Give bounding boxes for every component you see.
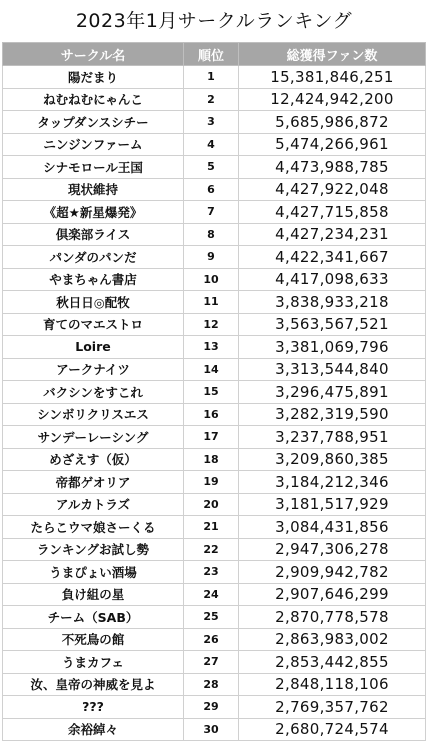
fan-count-cell: 12,424,942,200 bbox=[239, 88, 426, 111]
fan-count-cell: 3,184,212,346 bbox=[239, 471, 426, 494]
rank-cell: 9 bbox=[184, 246, 239, 269]
table-row bbox=[3, 673, 426, 696]
rank-cell: 5 bbox=[184, 156, 239, 179]
circle-name-cell: アークナイツ bbox=[3, 358, 184, 381]
circle-name-cell: うまぴょい酒場 bbox=[3, 561, 184, 584]
table-row bbox=[3, 448, 426, 471]
fan-count-cell: 2,769,357,762 bbox=[239, 696, 426, 719]
circle-name-cell: うまカフェ bbox=[3, 651, 184, 674]
table-row bbox=[3, 133, 426, 156]
rank-cell: 4 bbox=[184, 133, 239, 156]
table-row bbox=[3, 268, 426, 291]
fan-count-cell: 5,685,986,872 bbox=[239, 111, 426, 134]
rank-cell: 27 bbox=[184, 651, 239, 674]
rank-cell: 1 bbox=[184, 66, 239, 89]
circle-name-cell: アルカトラズ bbox=[3, 493, 184, 516]
circle-name-cell: 育てのマエストロ bbox=[3, 313, 184, 336]
ranking-table bbox=[2, 42, 426, 741]
fan-count-cell: 4,422,341,667 bbox=[239, 246, 426, 269]
page-title: 2023年1月サークルランキング bbox=[75, 10, 353, 32]
fan-count-cell: 3,563,567,521 bbox=[239, 313, 426, 336]
fan-count-cell: 2,853,442,855 bbox=[239, 651, 426, 674]
rank-cell: 21 bbox=[184, 516, 239, 539]
rank-cell: 29 bbox=[184, 696, 239, 719]
circle-name-cell: シンボリクリスエス bbox=[3, 403, 184, 426]
fan-count-cell: 3,282,319,590 bbox=[239, 403, 426, 426]
rank-cell: 3 bbox=[184, 111, 239, 134]
fan-count-cell: 3,209,860,385 bbox=[239, 448, 426, 471]
table-row bbox=[3, 696, 426, 719]
rank-cell: 18 bbox=[184, 448, 239, 471]
rank-cell: 19 bbox=[184, 471, 239, 494]
fan-count-cell: 2,680,724,574 bbox=[239, 718, 426, 741]
fan-count-cell: 2,863,983,002 bbox=[239, 628, 426, 651]
table-row bbox=[3, 628, 426, 651]
circle-name-cell: 負け組の星 bbox=[3, 583, 184, 606]
circle-name-cell: やまちゃん書店 bbox=[3, 268, 184, 291]
circle-name-cell: ??? bbox=[3, 696, 184, 719]
circle-name-cell: チーム（SAB） bbox=[3, 606, 184, 629]
fan-count-cell: 3,237,788,951 bbox=[239, 426, 426, 449]
table-row bbox=[3, 156, 426, 179]
fan-count-cell: 3,381,069,796 bbox=[239, 336, 426, 359]
circle-name-cell: シナモロール王国 bbox=[3, 156, 184, 179]
header-row bbox=[3, 43, 426, 66]
fan-count-cell: 2,848,118,106 bbox=[239, 673, 426, 696]
circle-name-cell: バクシンをすこれ bbox=[3, 381, 184, 404]
table-row bbox=[3, 561, 426, 584]
table-row bbox=[3, 583, 426, 606]
fan-count-cell: 4,427,922,048 bbox=[239, 178, 426, 201]
column-header-rank: 順位 bbox=[184, 43, 239, 66]
circle-name-cell: 倶楽部ライス bbox=[3, 223, 184, 246]
table-row bbox=[3, 201, 426, 224]
fan-count-cell: 2,909,942,782 bbox=[239, 561, 426, 584]
table-row bbox=[3, 336, 426, 359]
circle-name-cell: 現状維持 bbox=[3, 178, 184, 201]
rank-cell: 13 bbox=[184, 336, 239, 359]
table-row bbox=[3, 606, 426, 629]
fan-count-cell: 3,838,933,218 bbox=[239, 291, 426, 314]
table-row bbox=[3, 493, 426, 516]
rank-cell: 16 bbox=[184, 403, 239, 426]
circle-name-cell: 《超★新星爆発》 bbox=[3, 201, 184, 224]
table-row bbox=[3, 291, 426, 314]
table-row bbox=[3, 403, 426, 426]
circle-name-cell: ニンジンファーム bbox=[3, 133, 184, 156]
rank-cell: 11 bbox=[184, 291, 239, 314]
table-row bbox=[3, 358, 426, 381]
circle-name-cell: サンデーレーシング bbox=[3, 426, 184, 449]
fan-count-cell: 4,427,234,231 bbox=[239, 223, 426, 246]
table-row bbox=[3, 178, 426, 201]
rank-cell: 7 bbox=[184, 201, 239, 224]
circle-name-cell: ランキングお試し勢 bbox=[3, 538, 184, 561]
rank-cell: 6 bbox=[184, 178, 239, 201]
table-row bbox=[3, 88, 426, 111]
fan-count-cell: 2,907,646,299 bbox=[239, 583, 426, 606]
rank-cell: 24 bbox=[184, 583, 239, 606]
fan-count-cell: 3,084,431,856 bbox=[239, 516, 426, 539]
rank-cell: 14 bbox=[184, 358, 239, 381]
rank-cell: 12 bbox=[184, 313, 239, 336]
fan-count-cell: 5,474,266,961 bbox=[239, 133, 426, 156]
table-row bbox=[3, 66, 426, 89]
fan-count-cell: 2,870,778,578 bbox=[239, 606, 426, 629]
rank-cell: 17 bbox=[184, 426, 239, 449]
table-row bbox=[3, 426, 426, 449]
table-row bbox=[3, 516, 426, 539]
column-header-fans: 総獲得ファン数 bbox=[239, 43, 426, 66]
rank-cell: 2 bbox=[184, 88, 239, 111]
table-row bbox=[3, 111, 426, 134]
rank-cell: 10 bbox=[184, 268, 239, 291]
circle-name-cell: Loire bbox=[3, 336, 184, 359]
fan-count-cell: 15,381,846,251 bbox=[239, 66, 426, 89]
rank-cell: 28 bbox=[184, 673, 239, 696]
circle-name-cell: タップダンスシチー bbox=[3, 111, 184, 134]
table-row bbox=[3, 381, 426, 404]
table-row bbox=[3, 718, 426, 741]
table-row bbox=[3, 538, 426, 561]
table-row bbox=[3, 246, 426, 269]
table-row bbox=[3, 223, 426, 246]
circle-name-cell: 余裕綽々 bbox=[3, 718, 184, 741]
rank-cell: 30 bbox=[184, 718, 239, 741]
circle-name-cell: 秋日日◎配牧 bbox=[3, 291, 184, 314]
fan-count-cell: 3,296,475,891 bbox=[239, 381, 426, 404]
fan-count-cell: 3,313,544,840 bbox=[239, 358, 426, 381]
circle-name-cell: 不死鳥の館 bbox=[3, 628, 184, 651]
rank-cell: 20 bbox=[184, 493, 239, 516]
circle-name-cell: 帝都ゲオリア bbox=[3, 471, 184, 494]
table-row bbox=[3, 471, 426, 494]
table-row bbox=[3, 313, 426, 336]
fan-count-cell: 4,427,715,858 bbox=[239, 201, 426, 224]
table-row bbox=[3, 651, 426, 674]
circle-name-cell: めざえす（仮） bbox=[3, 448, 184, 471]
circle-name-cell: たらこウマ娘さーくる bbox=[3, 516, 184, 539]
circle-name-cell: 陽だまり bbox=[3, 66, 184, 89]
circle-name-cell: パンダのパンだ bbox=[3, 246, 184, 269]
circle-name-cell: ねむねむにゃんこ bbox=[3, 88, 184, 111]
rank-cell: 26 bbox=[184, 628, 239, 651]
fan-count-cell: 4,473,988,785 bbox=[239, 156, 426, 179]
rank-cell: 23 bbox=[184, 561, 239, 584]
rank-cell: 15 bbox=[184, 381, 239, 404]
fan-count-cell: 4,417,098,633 bbox=[239, 268, 426, 291]
circle-name-cell: 汝、皇帝の神威を見よ bbox=[3, 673, 184, 696]
rank-cell: 25 bbox=[184, 606, 239, 629]
fan-count-cell: 3,181,517,929 bbox=[239, 493, 426, 516]
rank-cell: 8 bbox=[184, 223, 239, 246]
fan-count-cell: 2,947,306,278 bbox=[239, 538, 426, 561]
rank-cell: 22 bbox=[184, 538, 239, 561]
column-header-name: サークル名 bbox=[3, 43, 184, 66]
